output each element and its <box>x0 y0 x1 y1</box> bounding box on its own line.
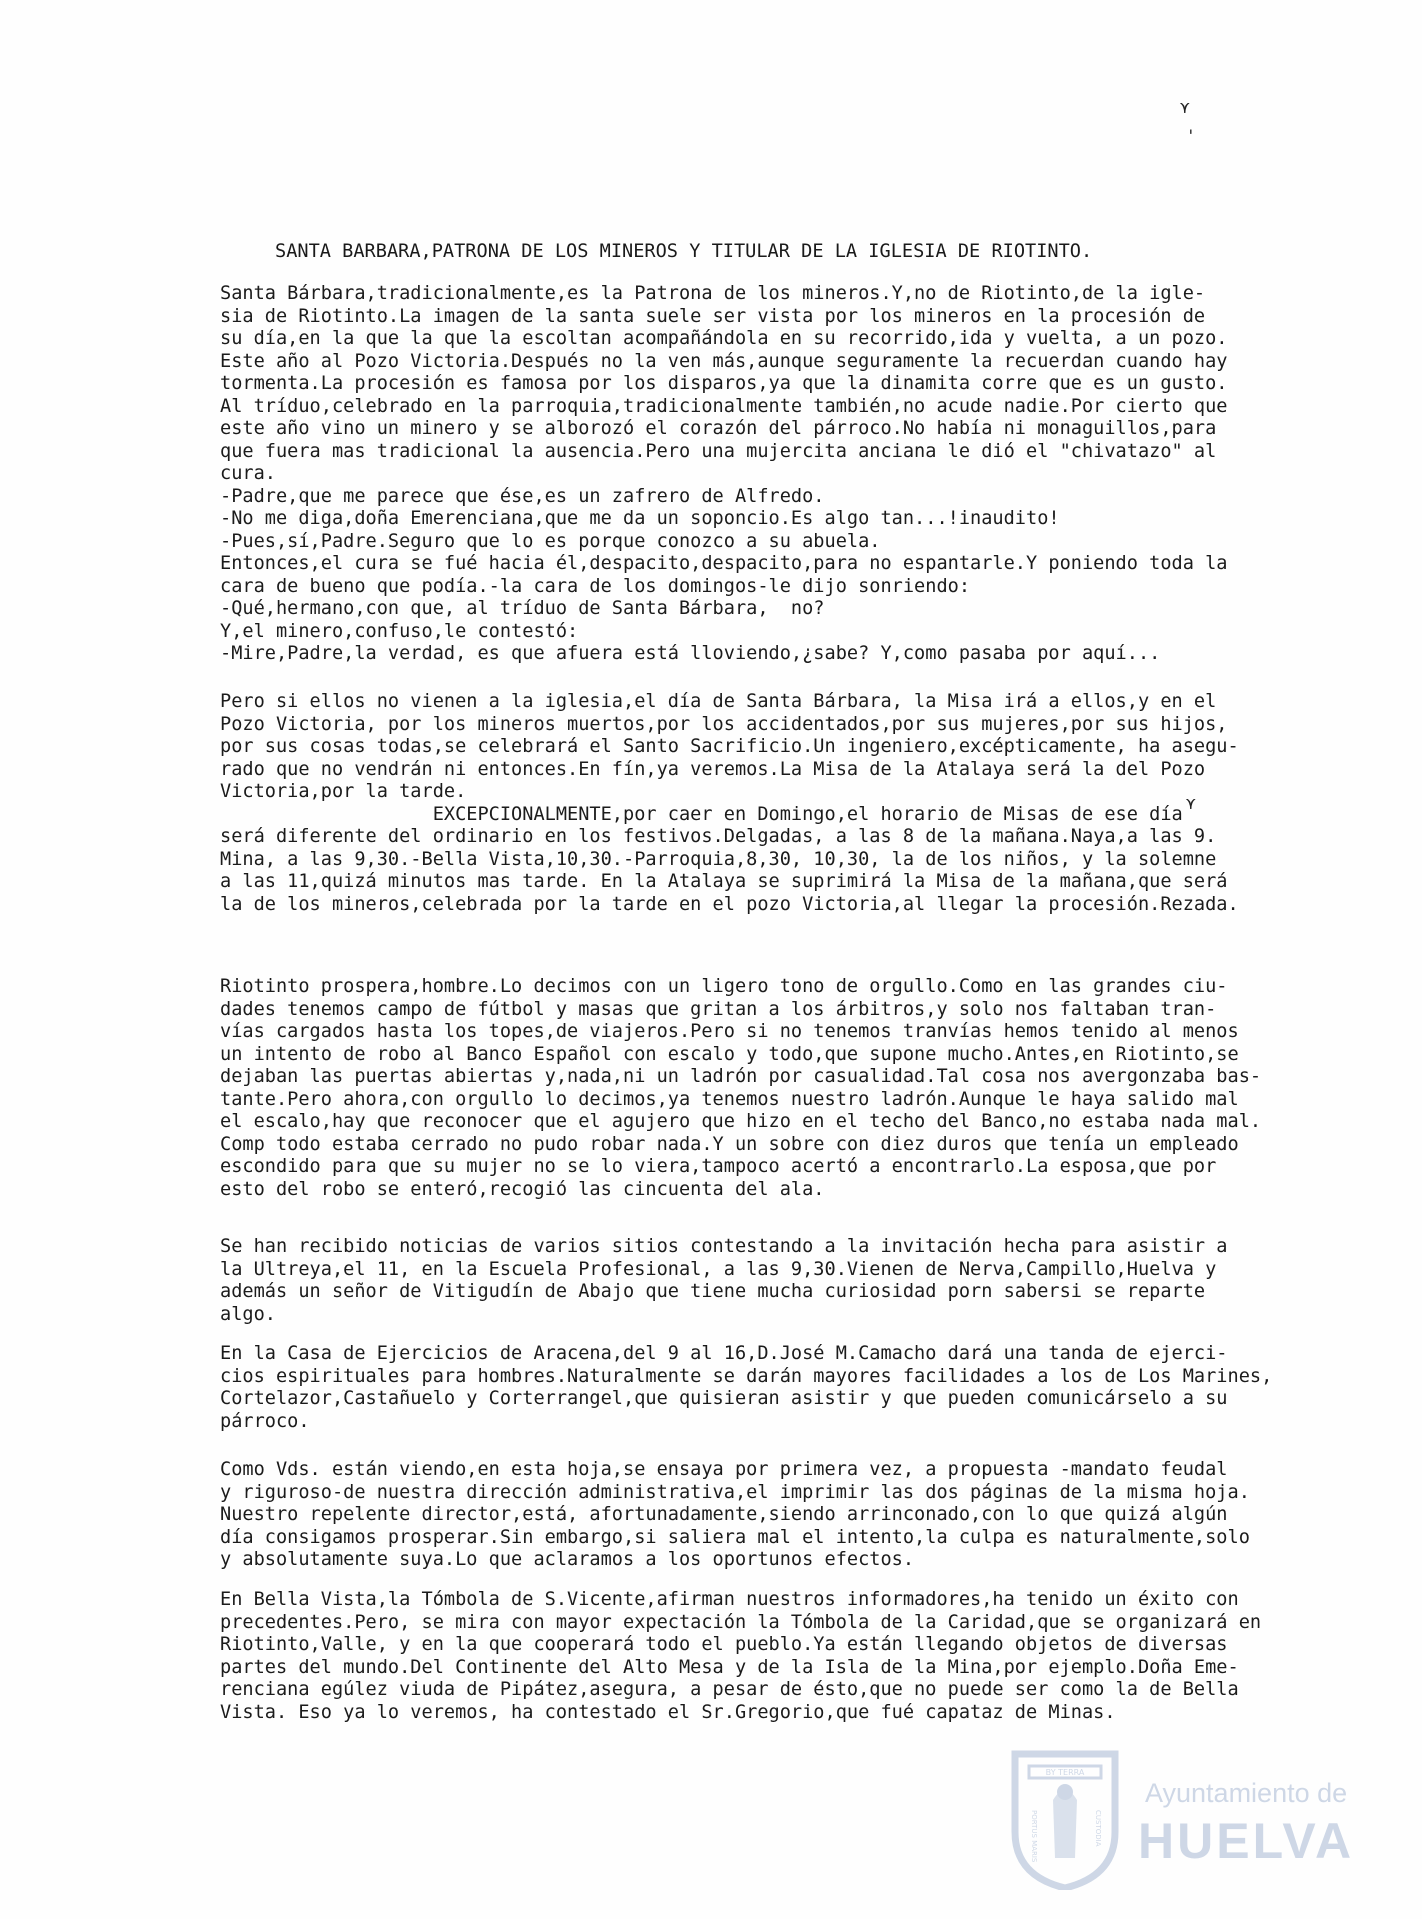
text-line: tormenta.La procesión es famosa por los disparos,ya que la dinamita corre que es un gusto. <box>220 373 1228 394</box>
svg-text:PORTUS MARIS: PORTUS MARIS <box>1030 1810 1038 1863</box>
text-line: escondido para que su mujer no se lo viera,tampoco acertó a encontrarlo.La esposa,que por <box>220 1156 1217 1177</box>
text-line: dades tenemos campo de fútbol y masas que gritan a los árbitros,y solo nos faltaban tran- <box>220 998 1217 1020</box>
paragraph-ultreya <box>220 1236 1228 1326</box>
text-line: párroco. <box>220 1410 310 1432</box>
text-line: En Bella Vista,la Tómbola de S.Vicente,afirman nuestros informadores,ha tenido un éxito con <box>220 1589 1239 1610</box>
text-line: Al tríduo,celebrado en la parroquia,tradicionalmente también,no acude nadie.Por cierto que <box>220 395 1228 417</box>
ayuntamiento-huelva-watermark <box>1005 1740 1355 1890</box>
text-line: -Padre,que me parece que ése,es un zafrero de Alfredo. <box>220 485 825 507</box>
paragraph-ejercicios <box>220 1343 1272 1433</box>
text-line: Se han recibido noticias de varios sitios contestando a la invitación hecha para asistir a <box>220 1236 1228 1257</box>
text-line: Santa Bárbara,tradicionalmente,es la Patrona de los mineros.Y,no de Riotinto,de la igle- <box>220 283 1206 304</box>
text-line: sia de Riotinto.La imagen de la santa suele ser vista por los mineros en la procesión de <box>220 305 1206 327</box>
text-line: un intento de robo al Banco Español con escalo y todo,que supone mucho.Antes,en Riotinto,se <box>220 1043 1239 1065</box>
text-line: -Pues,sí,Padre.Seguro que lo es porque conozco a su abuela. <box>220 530 881 552</box>
text-line: Y,el minero,confuso,le contestó: <box>220 620 579 642</box>
text-line: además un señor de Vitigudín de Abajo que tiene mucha curiosidad porn sabersi se reparte <box>220 1281 1206 1302</box>
text-line: rado que no vendrán ni entonces.En fín,ya veremos.La Misa de la Atalaya será la del Pozo <box>220 758 1206 780</box>
text-line: el escalo,hay que reconocer que el agujero que hizo en el techo del Banco,no estaba nada mal. <box>220 1111 1262 1132</box>
text-line: este año vino un minero y se alborozó el corazón del párroco.No había ni monaguillos,para <box>220 418 1217 439</box>
text-line: su día,en la que la que la escoltan acompañándola en su recorrido,ida y vuelta, a un pozo. <box>220 328 1228 349</box>
paragraph-riotinto-prospera <box>220 976 1261 1201</box>
text-line: precedentes.Pero, se mira con mayor expectación la Tómbola de la Caridad,que se organizará en <box>220 1611 1262 1633</box>
text-line: la Ultreya,el 11, en la Escuela Profesional, a las 9,30.Vienen de Nerva,Campillo,Huelva y <box>220 1258 1217 1280</box>
text-line: Riotinto,Valle, y en la que cooperará todo el pueblo.Ya están llegando objetos de diversas <box>220 1634 1228 1655</box>
stray-mark: ⋎ <box>1186 794 1196 813</box>
text-line: cios espirituales para hombres.Naturalmente se darán mayores facilidades a los de Los Marines, <box>220 1365 1273 1387</box>
text-line: algo. <box>220 1303 276 1325</box>
text-line: vías cargados hasta los topes,de viajeros.Pero si no tenemos tranvías hemos tenido al menos <box>220 1021 1239 1042</box>
paragraph-hoja <box>220 1459 1250 1572</box>
paragraph-santa-barbara <box>220 283 1228 666</box>
stray-mark: ' <box>1186 126 1196 145</box>
text-line: Vista. Eso ya lo veremos, ha contestado el Sr.Gregorio,que fué capataz de Minas. <box>220 1701 1116 1723</box>
coat-of-arms-logo <box>1005 1740 1125 1890</box>
text-line: a las 11,quizá minutos mas tarde. En la Atalaya se suprimirá la Misa de la mañana,que será <box>220 871 1228 892</box>
svg-text:BY TERRA: BY TERRA <box>1045 1768 1085 1777</box>
text-line: esto del robo se enteró,recogió las cincuenta del ala. <box>220 1178 825 1200</box>
text-line: partes del mundo.Del Continente del Alto Mesa y de la Isla de la Mina,por ejemplo.Doña Eme- <box>220 1656 1239 1678</box>
watermark-name: Ayuntamiento de <box>1145 1778 1348 1808</box>
text-line: Riotinto prospera,hombre.Lo decimos con un ligero tono de orgullo.Como en las grandes ciu- <box>220 976 1228 997</box>
text-line: Entonces,el cura se fué hacia él,despacito,despacito,para no espantarle.Y poniendo toda la <box>220 553 1228 574</box>
text-line: y riguroso-de nuestra dirección administrativa,el imprimir las dos páginas de la misma hoja. <box>220 1481 1250 1503</box>
text-line: día consigamos prosperar.Sin embargo,si saliera mal el intento,la culpa es naturalmente,solo <box>220 1526 1250 1548</box>
text-line: Comp todo estaba cerrado no pudo robar nada.Y un sobre con diez duros que tenía un empleado <box>220 1133 1239 1155</box>
document-title: SANTA BARBARA,PATRONA DE LOS MINEROS Y TITULAR DE LA IGLESIA DE RIOTINTO. <box>275 241 1093 262</box>
text-line: EXCEPCIONALMENTE,por caer en Domingo,el horario de Misas de ese día <box>220 803 1183 825</box>
text-line: Este año al Pozo Victoria.Después no la ven más,aunque seguramente la recuerdan cuando hay <box>220 350 1228 372</box>
text-line: cura. <box>220 463 276 484</box>
text-line: Victoria,por la tarde. <box>220 781 467 802</box>
text-line: -No me diga,doña Emerenciana,que me da un soponcio.Es algo tan...!inaudito! <box>220 508 1060 529</box>
text-line: la de los mineros,celebrada por la tarde en el pozo Victoria,al llegar la procesión.Rezada. <box>220 893 1239 915</box>
text-line: Como Vds. están viendo,en esta hoja,se ensaya por primera vez, a propuesta -mandato feudal <box>220 1459 1228 1480</box>
stray-mark: ⋎ <box>1180 98 1190 117</box>
text-line: -Qué,hermano,con que, al tríduo de Santa Bárbara, no? <box>220 598 825 619</box>
text-line: Pero si ellos no vienen a la iglesia,el día de Santa Bárbara, la Misa irá a ellos,y en el <box>220 691 1217 712</box>
text-line: renciana egúlez viuda de Pipátez,asegura, a pesar de ésto,que no puede ser como la de Bella <box>220 1679 1239 1700</box>
text-line: Mina, a las 9,30.-Bella Vista,10,30.-Parroquia,8,30, 10,30, la de los niños, y la solemne <box>220 848 1217 870</box>
text-line: Cortelazor,Castañuelo y Corterrangel,que quisieran asistir y que pueden comunicárselo a su <box>220 1388 1228 1409</box>
text-line: y absolutamente suya.Lo que aclaramos a los oportunos efectos. <box>220 1549 915 1570</box>
text-line: -Mire,Padre,la verdad, es que afuera está lloviendo,¿sabe? Y,como pasaba por aquí... <box>220 643 1161 664</box>
text-line: tante.Pero ahora,con orgullo lo decimos,ya tenemos nuestro ladrón.Aunque le haya salido mal <box>220 1088 1239 1110</box>
text-line: En la Casa de Ejercicios de Aracena,del 9 al 16,D.José M.Camacho dará una tanda de ejerci- <box>220 1343 1228 1364</box>
text-line: que fuera mas tradicional la ausencia.Pero una mujercita anciana le dió el "chivatazo" al <box>220 440 1217 462</box>
paragraph-misas <box>220 691 1239 916</box>
watermark-city: HUELVA <box>1138 1813 1355 1869</box>
paragraph-tombola <box>220 1589 1261 1724</box>
text-line: Pozo Victoria, por los mineros muertos,por los accidentados,por sus mujeres,por sus hijos, <box>220 713 1228 735</box>
text-line: cara de bueno que podía.-la cara de los domingos-le dijo sonriendo: <box>220 575 971 597</box>
text-line: Nuestro repelente director,está, afortunadamente,siendo arrinconado,con lo que quizá algún <box>220 1504 1228 1525</box>
text-line: dejaban las puertas abiertas y,nada,ni un ladrón por casualidad.Tal cosa nos avergonzaba bas- <box>220 1066 1262 1087</box>
svg-text:CUSTODIA: CUSTODIA <box>1094 1810 1102 1847</box>
text-line: será diferente del ordinario en los festivos.Delgadas, a las 8 de la mañana.Naya,a las 9. <box>220 826 1217 847</box>
text-line: por sus cosas todas,se celebrará el Santo Sacrificio.Un ingeniero,excépticamente, ha asegu- <box>220 736 1239 757</box>
